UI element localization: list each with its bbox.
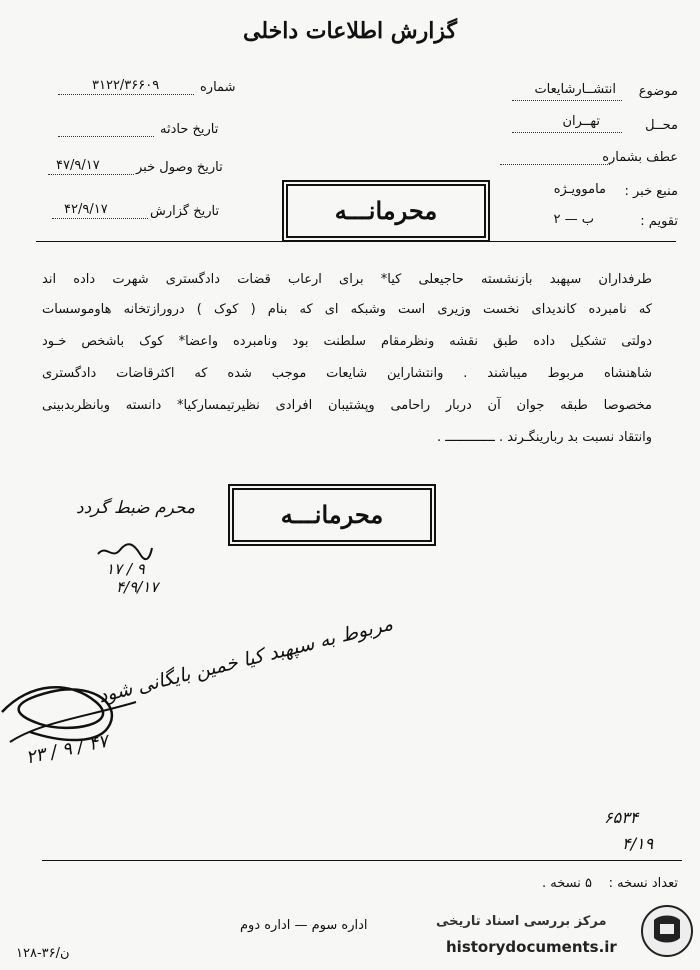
report-date-label: تاریخ گزارش (150, 204, 220, 219)
reference-label: عطف بشماره (602, 150, 678, 165)
incident-date-dotted-line (58, 136, 154, 137)
source-label: منبع خبر : (624, 184, 678, 199)
rating-value: ب — ۲ (553, 212, 594, 227)
document-title: گزارش اطلاعات داخلی (243, 18, 457, 44)
place-label: محــل (645, 118, 678, 133)
subject-dotted-line (512, 100, 622, 101)
copies-value: ۵ نسخه . (542, 876, 592, 891)
incident-date-label: تاریخ حادثه (160, 122, 219, 137)
handwritten-note-archive: محرم ضبط گردد (76, 498, 196, 518)
reference-dotted-line (500, 164, 610, 165)
handwritten-mark-date: ۴/۱۹ (622, 834, 654, 853)
receipt-date-label: تاریخ وصول خبر (136, 160, 223, 175)
place-dotted-line (512, 132, 622, 133)
body-line: مخصوصا طبقه جوان آن دربار راحامی وپشتیبان افرادی نظیرتیمسارکیا* دانسته وبانظربدبینی (42, 398, 652, 413)
subject-label: موضوع (638, 84, 678, 99)
handwritten-date-3: ۲۳ / ۹ / ۴۷ (24, 730, 110, 769)
body-line: طرفداران سپهبد بازنشسته حاجیعلی کیا* برای ارعاب قضات دادگستری شهرت داده اند (42, 272, 652, 287)
watermark-logo-icon (640, 904, 694, 958)
report-date-dotted-line (52, 218, 148, 219)
number-label: شماره (200, 80, 236, 95)
source-value: ماموویـژه (553, 182, 606, 197)
body-line: دولتی تشکیل داده طبق نقشه ونظرمقام سلطنت بود ونامبرده واعضا* کوک باشخص خـود (42, 334, 652, 349)
report-date-value: ۴۲/۹/۱۷ (64, 202, 108, 217)
classification-stamp-middle: محرمانـــه (232, 488, 432, 542)
receipt-date-value: ۴۷/۹/۱۷ (56, 158, 100, 173)
form-code: ن/۳۶-۱۲۸ (16, 946, 70, 961)
body-line: وانتقاد نسبت بد ربارینگـرند . ـــــــــــــ . (437, 430, 652, 445)
handwritten-date-2: ۴/۹/۱۷ (116, 578, 159, 596)
footer-divider (42, 860, 682, 861)
copies-label: تعداد نسخه : (608, 876, 678, 891)
body-line: که نامبرده کاندیدای نخست وزیری است وشبکه ای که بنام ( کوک ) درورازتخانه هاوموسسات (42, 302, 652, 317)
header-divider (36, 241, 676, 242)
handwritten-date-1: ۱۷ / ۹ (106, 560, 145, 578)
subject-value: انتشــارشایعات (534, 82, 616, 97)
classification-stamp-top: محرمانـــه (286, 184, 486, 238)
rating-label: تقویم : (640, 214, 678, 229)
distribution-list: اداره سوم — اداره دوم (240, 918, 368, 933)
watermark-url: historydocuments.ir (446, 938, 617, 956)
number-dotted-line (58, 94, 194, 95)
receipt-date-dotted-line (48, 174, 134, 175)
body-line: شاهنشاه مربوط میباشند . وانتشاراین شایعات موجب شده که اکثرقاضات دادگستری (42, 366, 652, 381)
handwritten-mark-number: ۶۵۳۴ (604, 808, 639, 827)
number-value: ۳۱۲۲/۳۶۶۰۹ (92, 78, 160, 93)
watermark-center-name: مرکز بررسی اسناد تاریخی (436, 914, 607, 929)
place-value: تهــران (562, 114, 600, 129)
handwritten-note-general: مربوط به سپهبد کیا خمین بایگانی شود (96, 612, 395, 708)
